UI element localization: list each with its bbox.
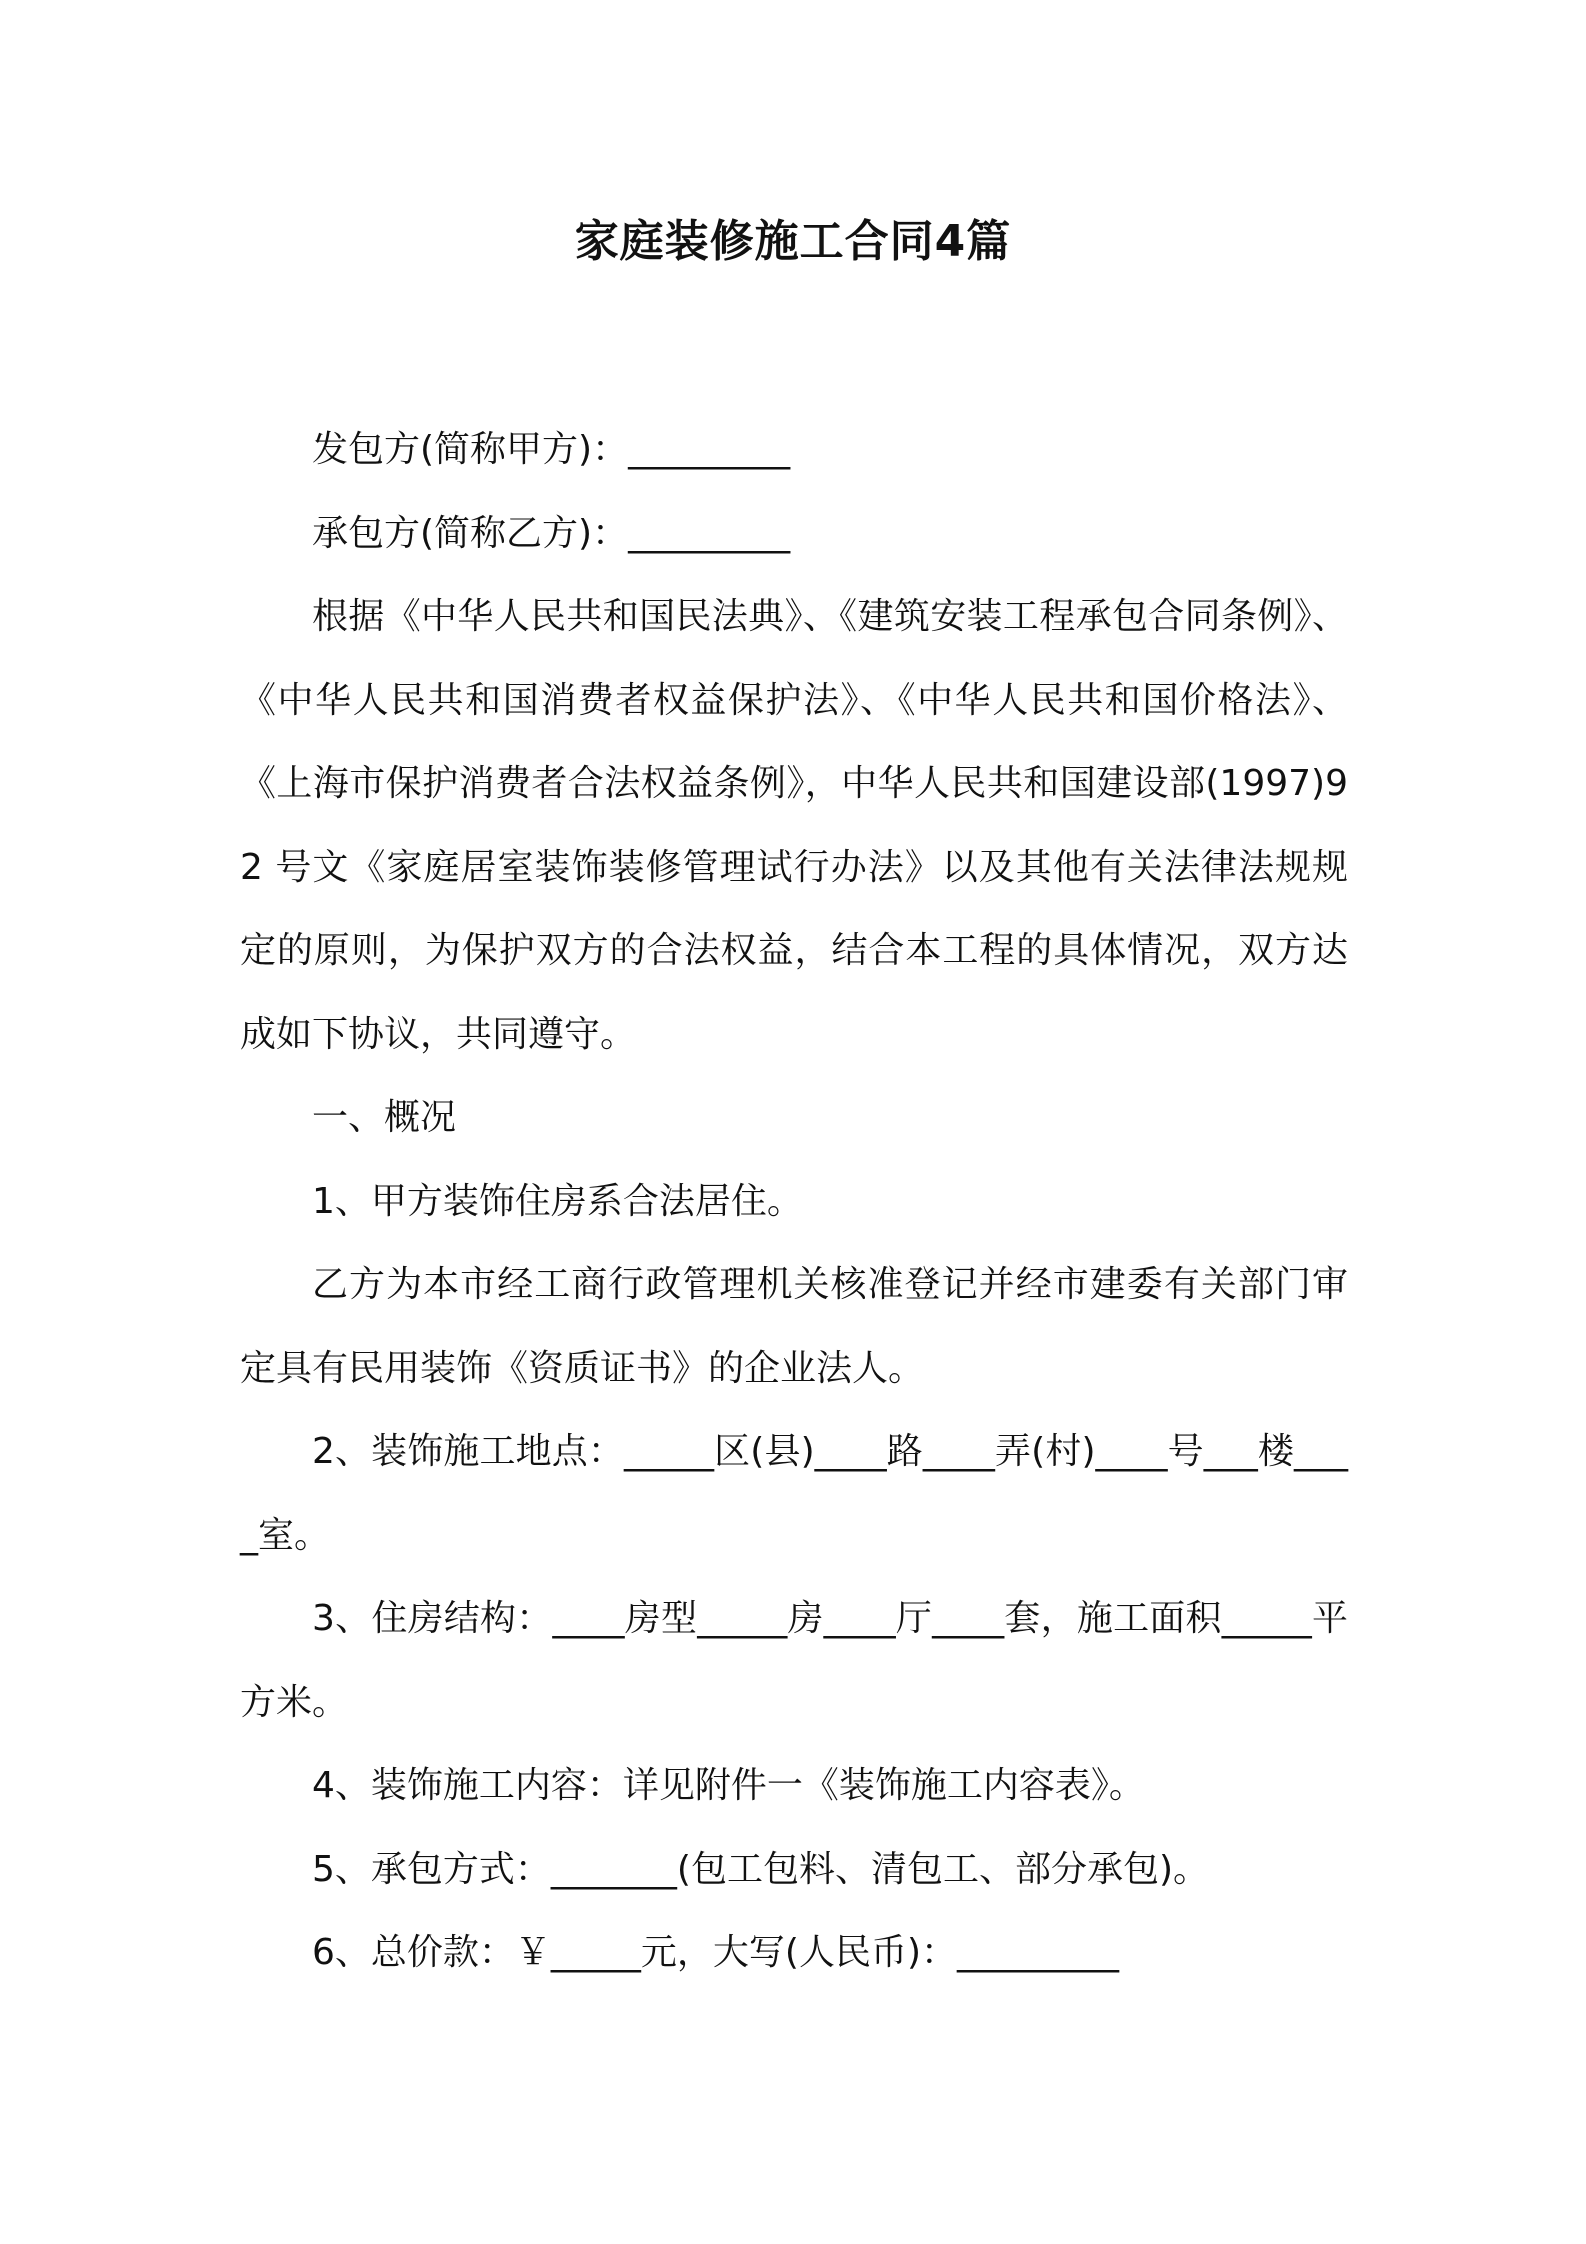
clause-6-price: 6、总价款：￥_____元，大写(人民币)：_________ xyxy=(312,1932,1119,1973)
legal-basis-paragraph: 根据《中华人民共和国民法典》、《建筑安装工程承包合同条例》、《中华人民共和国消费者权益保护法》、《中华人民共和国价格法》、《上海市保护消费者合法权益条例》，中华人民共和国建设部(1997)92 号文《家庭居室装饰装修管理试行办法》以及其他有关法律法规规定的原则，为保护双方的合法权益，结合本工程的具体情况，双方达成如下协议，共同遵守。 xyxy=(240,596,1348,1055)
party-a-line: 发包方(简称甲方)：_________ xyxy=(312,429,791,470)
party-b-line: 承包方(简称乙方)：_________ xyxy=(312,512,791,554)
clause-5-method: 5、承包方式：_______(包工包料、清包工、部分承包)。 xyxy=(312,1848,1209,1890)
clause-1-contractor: 乙方为本市经工商行政管理机关核准登记并经市建委有关部门审定具有民用装饰《资质证书》的企业法人。 xyxy=(240,1264,1348,1389)
clause-4-content: 4、装饰施工内容：详见附件一《装饰施工内容表》。 xyxy=(312,1765,1145,1806)
document-body xyxy=(240,408,1348,1995)
document-title: 家庭装修施工合同4篇 xyxy=(574,216,1012,267)
clause-3-structure: 3、住房结构：____房型_____房____厅____套，施工面积_____平方米。 xyxy=(240,1598,1348,1723)
section-heading-overview: 一、概况 xyxy=(312,1097,457,1138)
clause-1: 1、甲方装饰住房系合法居住。 xyxy=(312,1180,803,1222)
clause-2-location: 2、装饰施工地点：_____区(县)____路____弄(村)____号___楼____室。 xyxy=(240,1431,1348,1556)
